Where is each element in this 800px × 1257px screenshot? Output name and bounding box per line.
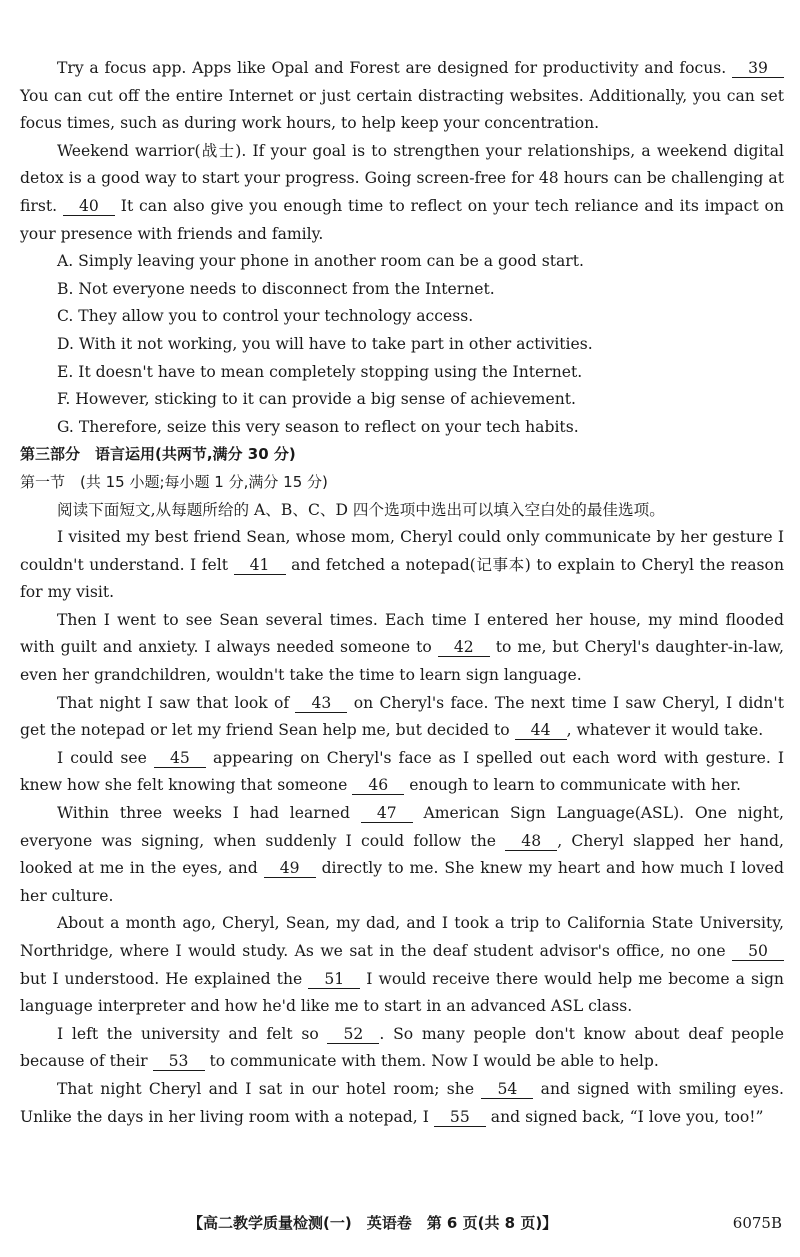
text: , Cheryl slapped her hand, looked at me in the eyes, and (20, 831, 784, 878)
blank-39: 39 (732, 60, 784, 78)
text: Try a focus app. Apps like Opal and Forest are designed for productivity and focus. (57, 59, 727, 77)
blank-42: 42 (438, 639, 490, 657)
text: I could see (57, 748, 147, 767)
option-g: G. Therefore, seize this very season to reflect on your tech habits. (57, 417, 579, 436)
text: That night I saw that look of (57, 693, 290, 712)
footer-title: 【高二教学质量检测(一) 英语卷 第 6 页(共 8 页)】 (188, 1214, 558, 1232)
option-b: B. Not everyone needs to disconnect from the Internet. (57, 279, 495, 298)
option-f: F. However, sticking to it can provide a big sense of achievement. (57, 390, 576, 409)
passage-paragraph (20, 138, 784, 248)
blank-46: 46 (352, 777, 404, 795)
text: I would receive there would help me become a sign language interpreter and how he'd like me to start in an advanced ASL class. (20, 969, 784, 1016)
text: Weekend warrior(战士). If your goal is to strengthen your relationships, a weekend digital detox is a good way to start your progress. Going screen-free for 48 hours can be challenging at first. (20, 141, 784, 215)
cloze-paragraph (20, 800, 784, 910)
blank-53: 53 (153, 1053, 205, 1071)
text: I visited my best friend Sean, whose mom, Cheryl could only communicate by her gesture I couldn't understand. I felt (20, 528, 784, 574)
text: About a month ago, Cheryl, Sean, my dad, and I took a trip to California State University, Northridge, where I would study. As we sat in the deaf student advisor's office, no one (20, 914, 784, 960)
section-title: 第三部分 语言运用(共两节,满分 30 分) (20, 445, 296, 464)
section-subtitle: 第一节 (共 15 小题;每小题 1 分,满分 15 分) (20, 472, 328, 491)
cloze-paragraph (20, 910, 784, 1020)
option-a: A. Simply leaving your phone in another room can be a good start. (57, 252, 584, 271)
text: That night Cheryl and I sat in our hotel room; she (57, 1079, 475, 1098)
text: directly to me. She knew my heart and how much I loved her culture. (20, 859, 784, 905)
cloze-paragraph (20, 1076, 784, 1131)
blank-45: 45 (154, 750, 206, 768)
blank-50: 50 (732, 943, 784, 961)
text: , whatever it would take. (566, 721, 764, 740)
blank-49: 49 (264, 860, 316, 878)
cloze-paragraph (20, 745, 784, 800)
blank-44: 44 (515, 722, 567, 740)
text: and fetched a notepad(记事本) to explain to Cheryl the reason for my visit. (20, 555, 784, 602)
text: appearing on Cheryl's face as I spelled out each word with gesture. I knew how she felt knowing that someone (20, 748, 785, 795)
blank-48: 48 (505, 833, 557, 851)
blank-52: 52 (327, 1026, 379, 1044)
text: and signed back, “I love you, too!” (490, 1107, 764, 1126)
text: but I understood. He explained the (20, 969, 303, 988)
cloze-paragraph (20, 690, 784, 745)
blank-41: 41 (234, 557, 286, 575)
blank-40: 40 (63, 198, 115, 216)
text: Then I went to see Sean several times. Each time I entered her house, my mind flooded with guilt and anxiety. I always needed someone to (20, 610, 784, 657)
text: to me, but Cheryl's daughter-in-law, even her grandchildren, wouldn't take the time to learn sign language. (20, 638, 785, 685)
passage-paragraph (20, 55, 784, 138)
text: Within three weeks I had learned (57, 804, 350, 823)
text: and signed with smiling eyes. Unlike the days in her living room with a notepad, I (20, 1079, 784, 1126)
page-content (20, 55, 784, 1131)
option-c: C. They allow you to control your technology access. (57, 307, 474, 326)
blank-51: 51 (308, 971, 360, 989)
cloze-paragraph (20, 1021, 784, 1076)
text: on Cheryl's face. The next time I saw Cheryl, I didn't get the notepad or let my friend Sean help me, but decided to (20, 693, 784, 740)
blank-54: 54 (481, 1081, 533, 1099)
text: to communicate with them. Now I would be able to help. (209, 1052, 659, 1071)
text: It can also give you enough time to reflect on your tech reliance and its impact on your presence with friends and family. (20, 196, 784, 243)
option-d: D. With it not working, you will have to take part in other activities. (57, 334, 593, 353)
text: . So many people don't know about deaf people because of their (20, 1024, 784, 1071)
section-instruction: 阅读下面短文,从每题所给的 A、B、C、D 四个选项中选出可以填入空白处的最佳选项。 (57, 500, 665, 519)
text: enough to learn to communicate with her. (409, 776, 741, 795)
paper-code: 6075B (732, 1214, 782, 1232)
cloze-paragraph (20, 524, 784, 607)
text: You can cut off the entire Internet or just certain distracting websites. Additionally, you can set focus times, such as during work hours, to help keep your concentration. (20, 86, 784, 133)
cloze-paragraph (20, 607, 784, 690)
blank-55: 55 (434, 1109, 486, 1127)
text: I left the university and felt so (57, 1024, 319, 1043)
option-e: E. It doesn't have to mean completely stopping using the Internet. (57, 362, 583, 381)
text: American Sign Language(ASL). One night, everyone was signing, when suddenly I could follow the (20, 804, 784, 850)
blank-47: 47 (361, 805, 413, 823)
blank-43: 43 (295, 695, 347, 713)
